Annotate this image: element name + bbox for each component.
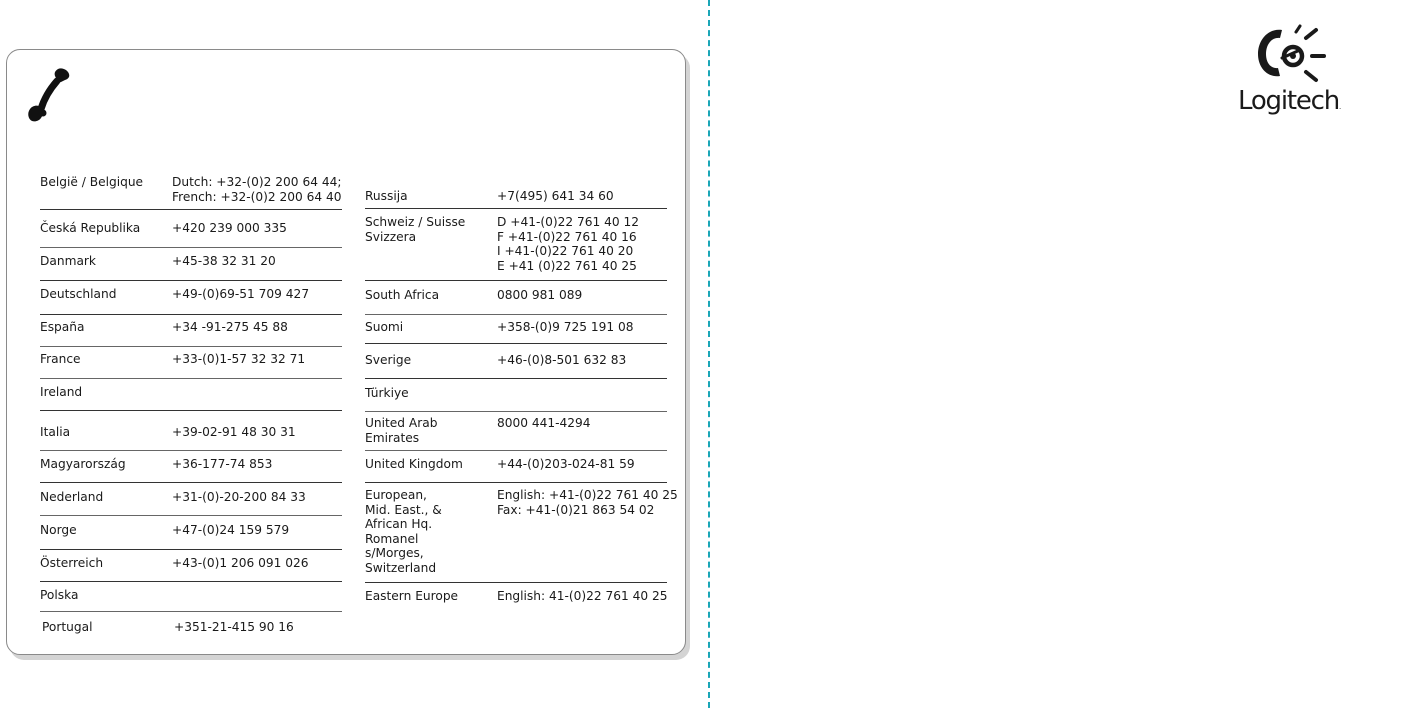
country-label: Österreich [40,556,104,570]
phone-number: +7(495) 641 34 60 [497,189,614,203]
logitech-logo [1238,24,1358,124]
phone-number: Dutch: +32-(0)2 200 64 44; French: +32-(0)2 200 64 40 [172,175,342,204]
country-label: United Kingdom [365,457,463,471]
country-label: Italia [40,425,71,439]
country-label: Eastern Europe [365,589,459,603]
row-divider [40,247,342,248]
row-divider [365,482,667,483]
phone-number: +420 239 000 335 [172,221,287,235]
phone-number: +44-(0)203-024-81 59 [497,457,635,471]
country-label: España [40,320,85,334]
country-label: Deutschland [40,287,117,301]
phone-number: 8000 441-4294 [497,416,591,430]
row-divider [40,581,342,582]
phone-number: English: +41-(0)22 761 40 25 Fax: +41-(0)21 863 54 02 [497,488,678,517]
row-divider [365,208,667,209]
country-label: Polska [40,588,79,602]
fold-divider [708,0,710,708]
country-label: Schweiz / Suisse Svizzera [365,215,466,244]
row-divider [40,515,342,516]
row-divider [40,314,342,315]
country-label: Sverige [365,353,412,367]
country-label: South Africa [365,288,440,302]
row-divider [365,450,667,451]
phone-number: +33-(0)1-57 32 32 71 [172,352,306,366]
country-label: European, Mid. East., & African Hq. Romanel s/Morges, Switzerland [365,488,442,575]
logitech-eye-logo-icon [1238,24,1358,88]
phone-number: +43-(0)1 206 091 026 [172,556,309,570]
country-label: Norge [40,523,77,537]
row-divider [40,346,342,347]
country-label: Nederland [40,490,104,504]
country-label: Russija [365,189,408,203]
row-divider [40,378,342,379]
phone-number: +49-(0)69-51 709 427 [172,287,310,301]
phone-number: D +41-(0)22 761 40 12 F +41-(0)22 761 40 16 I +41-(0)22 761 40 20 E +41 (0)22 761 40 25 [497,215,640,273]
row-divider [40,450,342,451]
country-label: United Arab Emirates [365,416,438,445]
phone-number: +351-21-415 90 16 [174,620,294,634]
country-label: France [40,352,81,366]
row-divider [40,410,342,411]
phone-number: +358-(0)9 725 191 08 [497,320,634,334]
row-divider [40,482,342,483]
row-divider [40,611,342,612]
country-label: België / Belgique [40,175,144,189]
country-label: Türkiye [365,386,409,400]
row-divider [40,549,342,550]
row-divider [365,343,667,344]
country-label: Suomi [365,320,404,334]
phone-number: +34 -91-275 45 88 [172,320,288,334]
country-label: Ireland [40,385,83,399]
logo-wordmark: Logitech. [1238,86,1342,116]
row-divider [365,378,667,379]
country-label: Danmark [40,254,96,268]
phone-number: +36-177-74 853 [172,457,273,471]
phone-handset-icon [24,67,72,123]
phone-number: 0800 981 089 [497,288,583,302]
row-divider [365,314,667,315]
row-divider [365,582,667,583]
phone-number: +46-(0)8-501 632 83 [497,353,627,367]
row-divider [40,280,342,281]
phone-number: +31-(0)-20-200 84 33 [172,490,306,504]
phone-number: English: 41-(0)22 761 40 25 [497,589,668,603]
country-label: Česká Republika [40,221,141,235]
row-divider [40,209,342,210]
country-label: Portugal [42,620,93,634]
row-divider [365,411,667,412]
row-divider [365,280,667,281]
phone-number: +45-38 32 31 20 [172,254,276,268]
phone-number: +47-(0)24 159 579 [172,523,290,537]
country-label: Magyarország [40,457,126,471]
phone-number: +39-02-91 48 30 31 [172,425,296,439]
